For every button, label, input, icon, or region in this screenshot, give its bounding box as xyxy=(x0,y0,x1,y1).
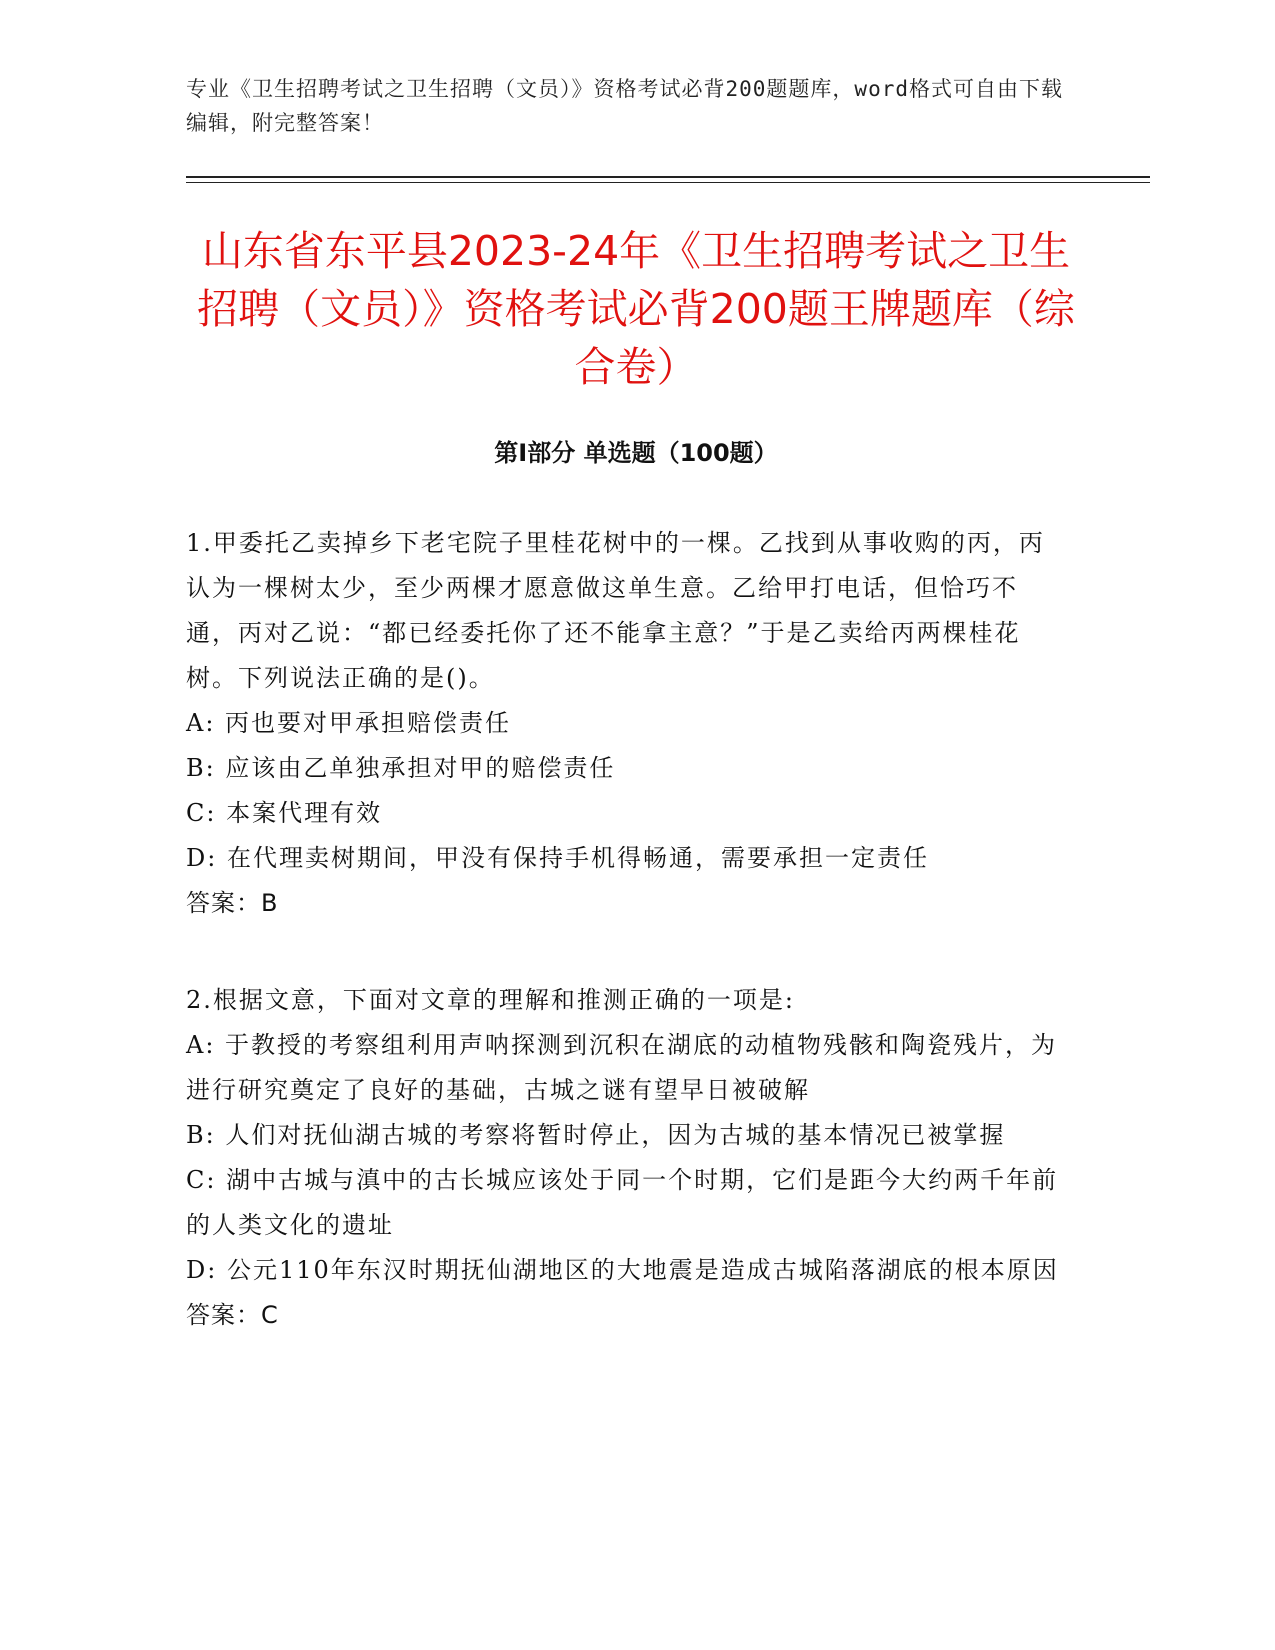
header-note: 专业《卫生招聘考试之卫生招聘（文员）》资格考试必背200题题库，word格式可自由下载编辑，附完整答案！ xyxy=(186,77,1063,135)
option-b: B: 应该由乙单独承担对甲的赔偿责任 xyxy=(186,754,616,782)
option-a: A: 丙也要对甲承担赔偿责任 xyxy=(186,709,512,737)
option-a: A: 于教授的考察组利用声呐探测到沉积在湖底的动植物残骸和陶瓷残片，为进行研究奠定了良好的基础，古城之谜有望早日被破解 xyxy=(186,1031,1058,1104)
answer-line: 答案：C xyxy=(186,1301,279,1329)
document-title: 山东省东平县2023-24年《卫生招聘考试之卫生招聘（文员）》资格考试必背200题王牌题库（综合卷） xyxy=(197,227,1075,391)
question-1 xyxy=(186,521,1066,926)
option-b: B: 人们对抚仙湖古城的考察将暂时停止，因为古城的基本情况已被掌握 xyxy=(186,1121,1006,1149)
answer-line: 答案：B xyxy=(186,889,279,917)
option-d: D: 在代理卖树期间，甲没有保持手机得畅通，需要承担一定责任 xyxy=(186,844,929,872)
header-divider-thick xyxy=(186,176,1150,178)
option-c: C: 湖中古城与滇中的古长城应该处于同一个时期，它们是距今大约两千年前的人类文化的遗址 xyxy=(186,1166,1059,1239)
option-d: D: 公元110年东汉时期抚仙湖地区的大地震是造成古城陷落湖底的根本原因 xyxy=(186,1256,1059,1284)
option-c: C: 本案代理有效 xyxy=(186,799,383,827)
header-divider-thin xyxy=(186,182,1150,183)
section-heading: 第I部分 单选题（100题） xyxy=(494,439,778,467)
question-stem: 1.甲委托乙卖掉乡下老宅院子里桂花树中的一棵。乙找到从事收购的丙，丙认为一棵树太少，至少两棵才愿意做这单生意。乙给甲打电话，但恰巧不通，丙对乙说：“都已经委托你了还不能拿主意？”于是乙卖给丙两棵桂花树。下列说法正确的是()。 xyxy=(186,529,1045,692)
question-stem: 2.根据文意，下面对文章的理解和推测正确的一项是: xyxy=(186,986,795,1014)
question-2 xyxy=(186,978,1066,1338)
